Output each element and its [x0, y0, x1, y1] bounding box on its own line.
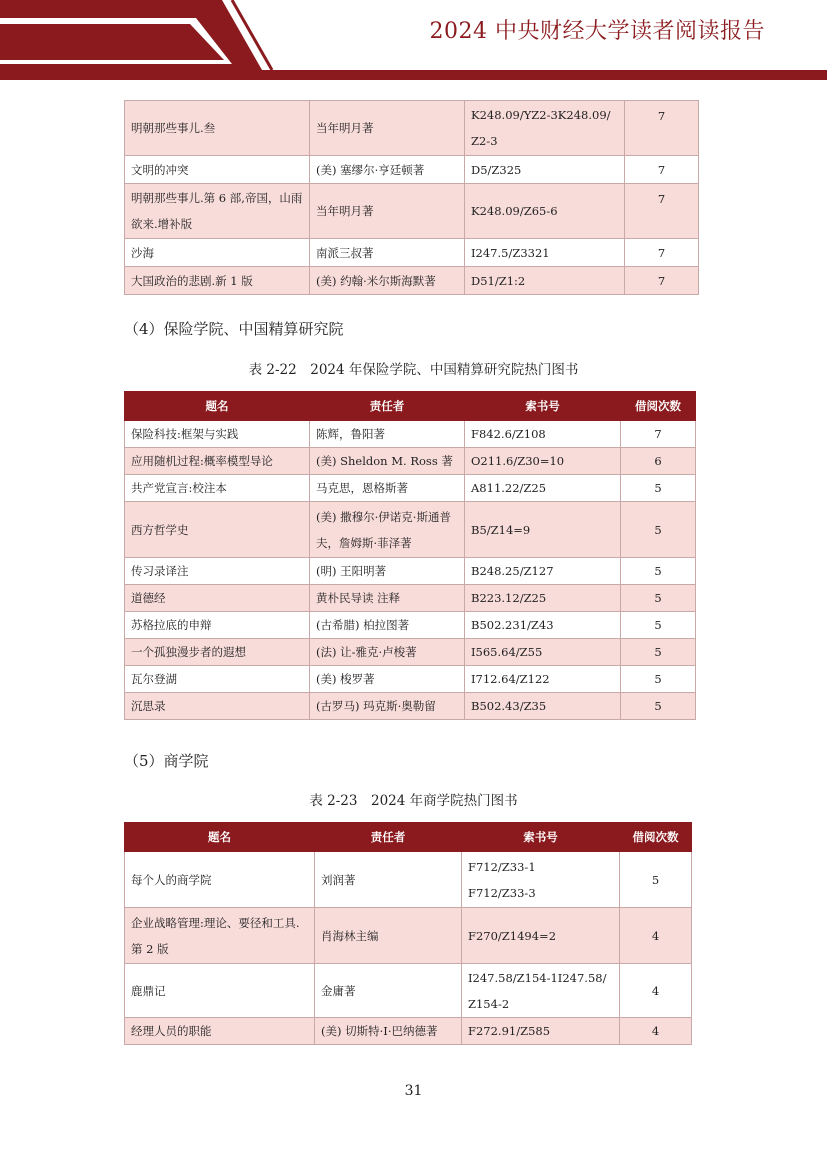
borrow-count-cell: 4	[620, 964, 692, 1018]
table-row	[125, 693, 696, 720]
page-number: 31	[404, 1083, 423, 1099]
book-title-cell: 企业战略管理:理论、要径和工具.第 2 版	[125, 908, 315, 964]
borrow-count-cell: 7	[625, 184, 699, 239]
table-row	[125, 585, 696, 612]
author-cell: (美) Sheldon M. Ross 著	[310, 448, 465, 475]
table-row	[125, 156, 699, 184]
call-number-cell: F842.6/Z108	[465, 421, 621, 448]
table-row	[125, 964, 692, 1018]
author-cell: (法) 让-雅克·卢梭著	[310, 639, 465, 666]
call-number-cell: K248.09/YZ2-3K248.09/Z2-3	[465, 101, 625, 156]
call-number-line: F712/Z33-3	[468, 885, 536, 900]
table-caption: 表 2-23 2024 年商学院热门图书	[309, 793, 518, 809]
column-header-title: 题名	[125, 823, 315, 852]
book-title-cell: 沉思录	[125, 693, 310, 720]
author-cell: 刘润著	[315, 852, 462, 908]
author-cell: (美) 切斯特·I·巴纳德著	[315, 1018, 462, 1045]
author-cell: 当年明月著	[310, 101, 465, 156]
book-title-cell: 应用随机过程:概率模型导论	[125, 448, 310, 475]
borrow-count-cell: 5	[621, 639, 696, 666]
call-number-cell: B5/Z14=9	[465, 502, 621, 558]
table-caption: 表 2-22 2024 年保险学院、中国精算研究院热门图书	[248, 362, 579, 378]
call-number-line: F712/Z33-1	[468, 859, 536, 874]
borrow-count-cell: 5	[621, 502, 696, 558]
table-header-row	[125, 823, 692, 852]
column-header-author: 责任者	[310, 392, 465, 421]
book-title-cell: 文明的冲突	[125, 156, 310, 184]
call-number-cell: B248.25/Z127	[465, 558, 621, 585]
borrow-count-cell: 4	[620, 908, 692, 964]
borrow-count-cell: 5	[620, 852, 692, 908]
book-title-cell: 明朝那些事儿.第 6 部,帝国，山雨欲来.增补版	[125, 184, 310, 239]
table-row	[125, 267, 699, 295]
book-title-cell: 道德经	[125, 585, 310, 612]
report-title: 2024 中央财经大学读者阅读报告	[429, 19, 765, 44]
borrow-count-cell: 5	[621, 475, 696, 502]
author-cell: (古罗马) 玛克斯·奥勒留	[310, 693, 465, 720]
author-cell: 金庸著	[315, 964, 462, 1018]
borrow-count-cell: 7	[621, 421, 696, 448]
author-cell: 陈辉，鲁阳著	[310, 421, 465, 448]
borrow-count-cell: 4	[620, 1018, 692, 1045]
call-number-cell: I712.64/Z122	[465, 666, 621, 693]
table-row	[125, 612, 696, 639]
borrow-count-cell: 5	[621, 558, 696, 585]
column-header-call-number: 索书号	[462, 823, 620, 852]
author-cell: 当年明月著	[310, 184, 465, 239]
continued-book-table	[124, 100, 699, 295]
author-cell: (美) 塞缪尔·亨廷顿著	[310, 156, 465, 184]
insurance-school-book-table	[124, 391, 696, 720]
call-number-cell: B223.12/Z25	[465, 585, 621, 612]
column-header-call-number: 索书号	[465, 392, 621, 421]
section-heading: （5）商学院	[124, 752, 209, 770]
book-title-cell: 鹿鼎记	[125, 964, 315, 1018]
table-row	[125, 908, 692, 964]
author-cell: 南派三叔著	[310, 239, 465, 267]
call-number-cell: A811.22/Z25	[465, 475, 621, 502]
table-row	[125, 558, 696, 585]
table-row	[125, 101, 699, 156]
table-row	[125, 239, 699, 267]
author-cell: (明) 王阳明著	[310, 558, 465, 585]
borrow-count-cell: 7	[625, 156, 699, 184]
book-title-cell: 沙海	[125, 239, 310, 267]
borrow-count-cell: 7	[625, 101, 699, 156]
call-number-cell: B502.231/Z43	[465, 612, 621, 639]
book-title-cell: 每个人的商学院	[125, 852, 315, 908]
book-title-cell: 保险科技:框架与实践	[125, 421, 310, 448]
book-title-cell: 经理人员的职能	[125, 1018, 315, 1045]
author-cell: 黄朴民导读 注释	[310, 585, 465, 612]
author-cell: (美) 撒穆尔·伊诺克·斯通普夫，詹姆斯·菲泽著	[310, 502, 465, 558]
call-number-cell: K248.09/Z65-6	[465, 184, 625, 239]
book-title-cell: 明朝那些事儿.叁	[125, 101, 310, 156]
call-number-cell: D51/Z1:2	[465, 267, 625, 295]
table-row	[125, 666, 696, 693]
borrow-count-cell: 7	[625, 239, 699, 267]
column-header-title: 题名	[125, 392, 310, 421]
book-title-cell: 一个孤独漫步者的遐想	[125, 639, 310, 666]
borrow-count-cell: 5	[621, 666, 696, 693]
borrow-count-cell: 7	[625, 267, 699, 295]
call-number-cell: B502.43/Z35	[465, 693, 621, 720]
borrow-count-cell: 5	[621, 585, 696, 612]
author-cell: (美) 约翰·米尔斯海默著	[310, 267, 465, 295]
call-number-cell: F270/Z1494=2	[462, 908, 620, 964]
call-number-cell: I247.58/Z154-1I247.58/Z154-2	[462, 964, 620, 1018]
borrow-count-cell: 5	[621, 612, 696, 639]
book-title-cell: 西方哲学史	[125, 502, 310, 558]
call-number-cell: I565.64/Z55	[465, 639, 621, 666]
table-row	[125, 448, 696, 475]
call-number-cell: O211.6/Z30=10	[465, 448, 621, 475]
call-number-cell: F272.91/Z585	[462, 1018, 620, 1045]
call-number-cell	[462, 852, 620, 908]
table-header-row	[125, 392, 696, 421]
table-row	[125, 184, 699, 239]
author-cell: 马克思，恩格斯著	[310, 475, 465, 502]
call-number-cell: D5/Z325	[465, 156, 625, 184]
column-header-author: 责任者	[315, 823, 462, 852]
table-row	[125, 421, 696, 448]
table-row	[125, 852, 692, 908]
author-cell: 肖海林主编	[315, 908, 462, 964]
author-cell: (古希腊) 柏拉图著	[310, 612, 465, 639]
book-title-cell: 共产党宣言:校注本	[125, 475, 310, 502]
column-header-borrow-count: 借阅次数	[620, 823, 692, 852]
borrow-count-cell: 6	[621, 448, 696, 475]
table-row	[125, 502, 696, 558]
table-row	[125, 639, 696, 666]
section-heading: （4）保险学院、中国精算研究院	[124, 320, 344, 338]
call-number-cell: I247.5/Z3321	[465, 239, 625, 267]
book-title-cell: 传习录译注	[125, 558, 310, 585]
business-school-book-table	[124, 822, 692, 1045]
book-title-cell: 瓦尔登湖	[125, 666, 310, 693]
table-row	[125, 475, 696, 502]
book-title-cell: 苏格拉底的申辩	[125, 612, 310, 639]
column-header-borrow-count: 借阅次数	[621, 392, 696, 421]
book-title-cell: 大国政治的悲剧.新 1 版	[125, 267, 310, 295]
author-cell: (美) 梭罗著	[310, 666, 465, 693]
borrow-count-cell: 5	[621, 693, 696, 720]
table-row	[125, 1018, 692, 1045]
